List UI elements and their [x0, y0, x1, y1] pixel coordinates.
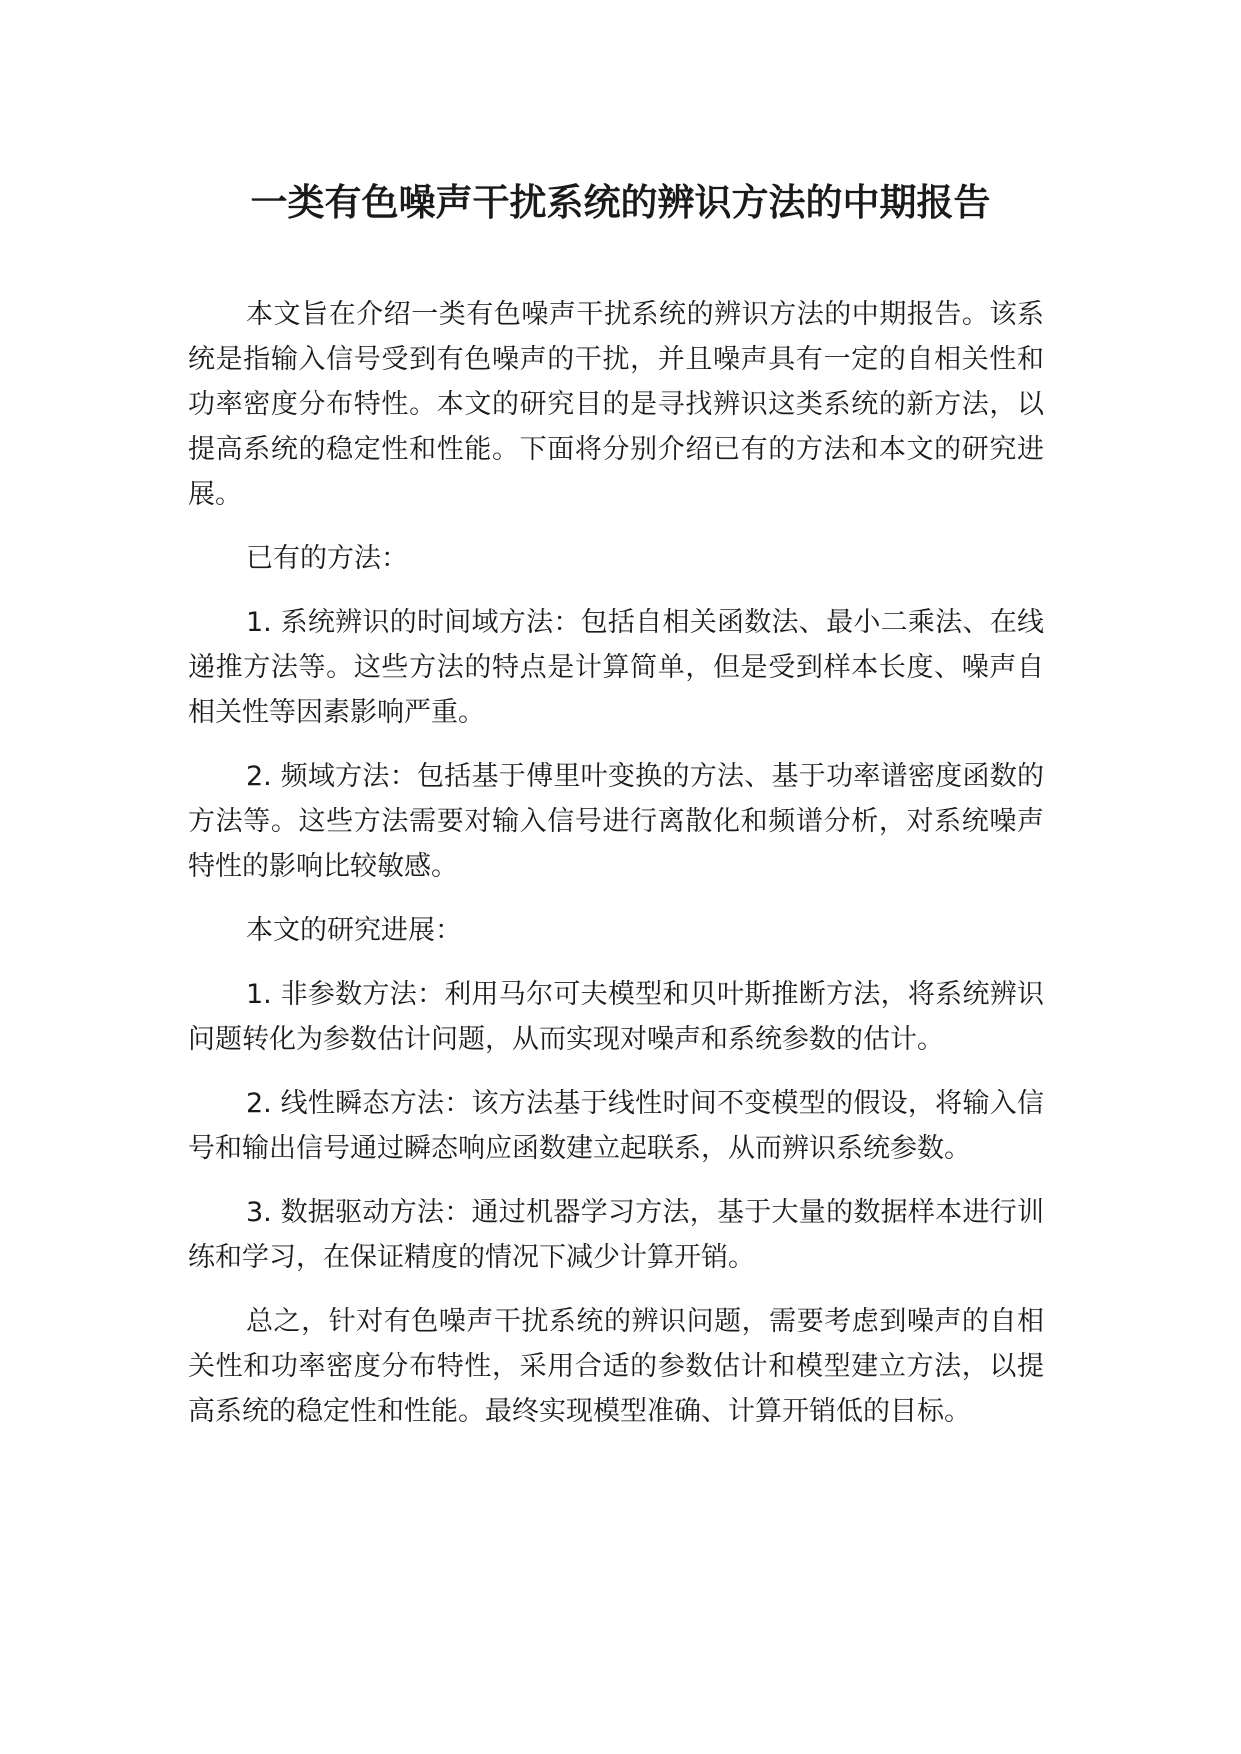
- paragraph-linear-transient-method: 2. 线性瞬态方法：该方法基于线性时间不变模型的假设，将输入信号和输出信号通过瞬态响应函数建立起联系，从而辨识系统参数。: [188, 1088, 1044, 1164]
- document-body: [188, 292, 1044, 1453]
- paragraph-conclusion: 总之，针对有色噪声干扰系统的辨识问题，需要考虑到噪声的自相关性和功率密度分布特性，采用合适的参数估计和模型建立方法，以提高系统的稳定性和性能。最终实现模型准确、计算开销低的目标。: [188, 1306, 1044, 1427]
- section-heading-research-progress: 本文的研究进展：: [246, 915, 462, 946]
- paragraph-frequency-domain-method: 2. 频域方法：包括基于傅里叶变换的方法、基于功率谱密度函数的方法等。这些方法需要对输入信号进行离散化和频谱分析，对系统噪声特性的影响比较敏感。: [188, 761, 1044, 882]
- paragraph-data-driven-method: 3. 数据驱动方法：通过机器学习方法，基于大量的数据样本进行训练和学习，在保证精度的情况下减少计算开销。: [188, 1197, 1044, 1273]
- section-heading-existing-methods: 已有的方法：: [246, 543, 408, 574]
- paragraph-intro: 本文旨在介绍一类有色噪声干扰系统的辨识方法的中期报告。该系统是指输入信号受到有色噪声的干扰，并且噪声具有一定的自相关性和功率密度分布特性。本文的研究目的是寻找辨识这类系统的新方法，以提高系统的稳定性和性能。下面将分别介绍已有的方法和本文的研究进展。: [188, 299, 1044, 510]
- paragraph-nonparametric-method: 1. 非参数方法：利用马尔可夫模型和贝叶斯推断方法，将系统辨识问题转化为参数估计问题，从而实现对噪声和系统参数的估计。: [188, 979, 1044, 1055]
- document-title: 一类有色噪声干扰系统的辨识方法的中期报告: [250, 181, 991, 224]
- paragraph-time-domain-method: 1. 系统辨识的时间域方法：包括自相关函数法、最小二乘法、在线递推方法等。这些方法的特点是计算简单，但是受到样本长度、噪声自相关性等因素影响严重。: [188, 607, 1044, 728]
